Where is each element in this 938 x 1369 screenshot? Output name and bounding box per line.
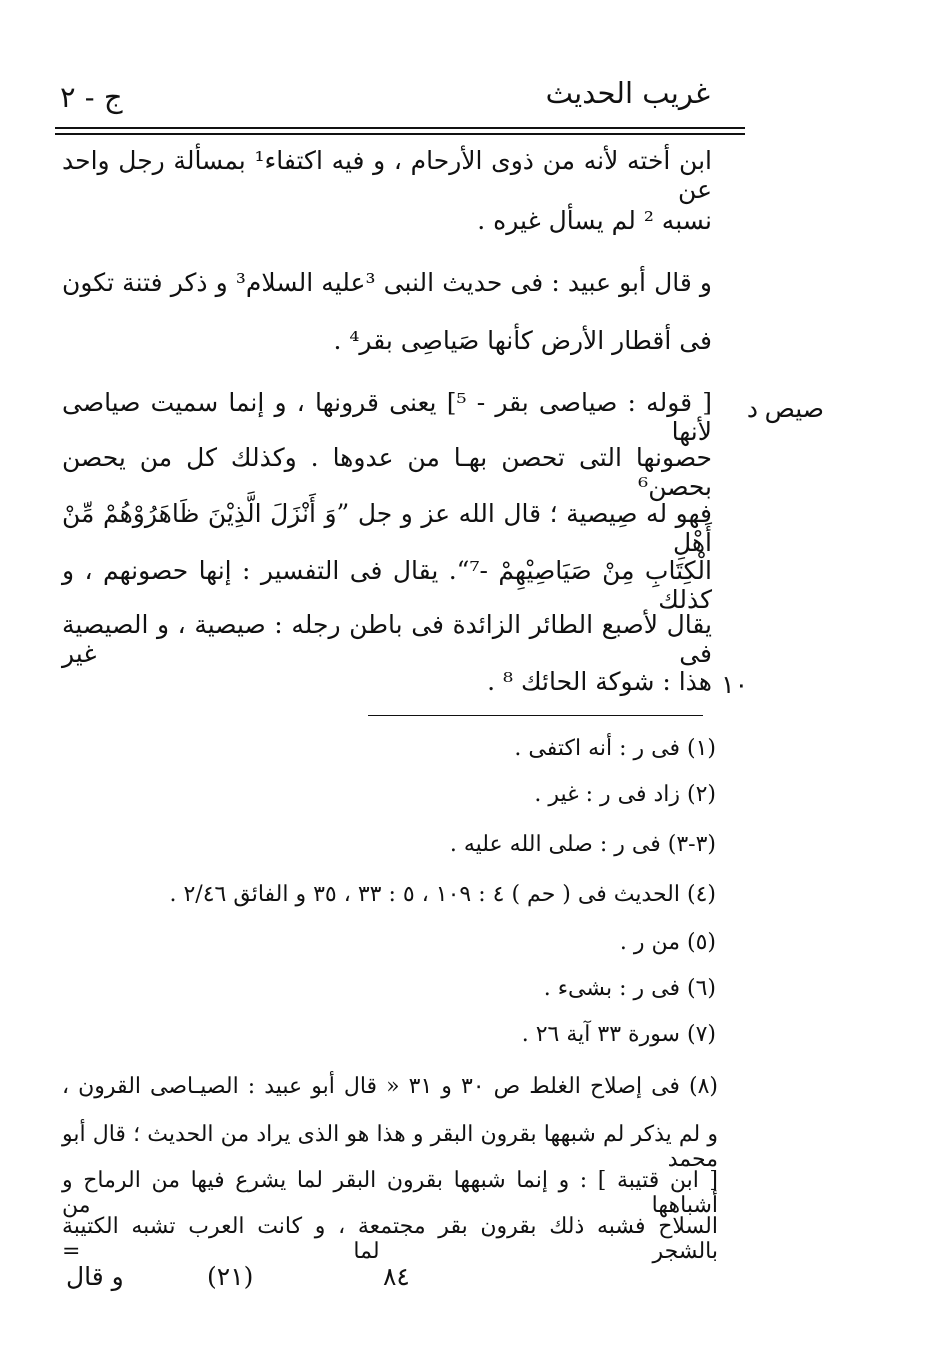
- text-line-4: فى أقطار الأرض كأنها صَياصِى بقر⁴ .: [333, 326, 712, 355]
- footnote-1: (١) فى ر : أنه اكتفى .: [514, 736, 716, 761]
- text-line-9: يقال لأصبع الطائر الزائدة فى باطن رجله : صيصية ، و الصيصية فى غير: [62, 610, 712, 668]
- margin-letter: د: [746, 394, 758, 423]
- footnote-7: (٧) سورة ٣٣ آية ٢٦ .: [521, 1022, 716, 1047]
- footnote-8-line-1: (٨) فى إصلاح الغلط ص ٣٠ و ٣١ « قال أبو عبيد : الصيـاصى القرون ،: [62, 1074, 718, 1099]
- text-line-2: نسبه ² لم يسأل غيره .: [477, 206, 712, 235]
- margin-root-word: صيص: [764, 394, 824, 423]
- footnote-8-line-2: و لم يذكر لم شبهها بقرون البقر و هذا هو الذى يراد من الحديث ؛ قال أبو محمد: [62, 1122, 718, 1172]
- catchword: و قال: [66, 1262, 124, 1291]
- text-line-6: حصونها التى تحصن بهـا من عدوها . وكذلك كل من يحصن بحصن⁶: [62, 443, 712, 501]
- header-rule: [55, 127, 745, 129]
- footnote-6: (٦) فى ر : بشىء .: [543, 976, 716, 1001]
- footnote-3: (٣-٣) فى ر : صلى الله عليه .: [449, 832, 716, 857]
- text-line-8: الْكِتَابِ مِنْ صَيَاصِيْهِمْ -⁷“. يقال فى التفسير : إنها حصونهم ، و كذلك: [62, 556, 712, 614]
- text-line-7: فهو له صِيصية ؛ قال الله عز و جل ”وَ أَنْزَلَ الَّذِيْنَ ظَاهَرُوْهُمْ مِّنْ أَهْلِ: [62, 499, 712, 557]
- signature-mark: (٢١): [207, 1262, 254, 1291]
- header-rule-double: [55, 133, 745, 135]
- volume-label: ج - ٢: [60, 80, 123, 114]
- text-line-5: [ قوله : صياصى بقر - ⁵] يعنى قرونها ، و إنما سميت صياصى لأنها: [62, 388, 713, 446]
- text-line-1: ابن أخته لأنه من ذوى الأرحام ، و فيه اكتفاء¹ بمسألة رجل واحد عن: [62, 146, 712, 204]
- margin-line-number: ١٠: [721, 670, 748, 699]
- page-number: ٨٤: [383, 1262, 410, 1291]
- footnote-4: (٤) الحديث فى ( حم ) ٤ : ١٠٩ ، ٥ : ٣٣ ، ٣٥ و الفائق ٢/٤٦ .: [169, 882, 716, 907]
- footnote-8-line-3: [ ابن قتيبة ] : و إنما شبهها بقرون البقر لما يشرع فيها من الرماح و أشباهها من: [62, 1168, 718, 1218]
- footnote-5: (٥) من ر .: [619, 930, 716, 955]
- footnote-2: (٢) زاد فى ر : غير .: [534, 782, 716, 807]
- text-line-3: و قال أبو عبيد : فى حديث النبى ³عليه السلام³ و ذكر فتنة تكون: [62, 268, 713, 297]
- footnote-8-line-4: السلاح فشبه ذلك بقرون بقر مجتمعة ، و كانت العرب تشبه الكتيبة بالشجر لما =: [62, 1214, 718, 1264]
- running-title: غريب الحديث: [545, 76, 710, 110]
- text-line-10: هذا : شوكة الحائك ⁸ .: [487, 667, 712, 696]
- footnote-rule: [368, 715, 703, 716]
